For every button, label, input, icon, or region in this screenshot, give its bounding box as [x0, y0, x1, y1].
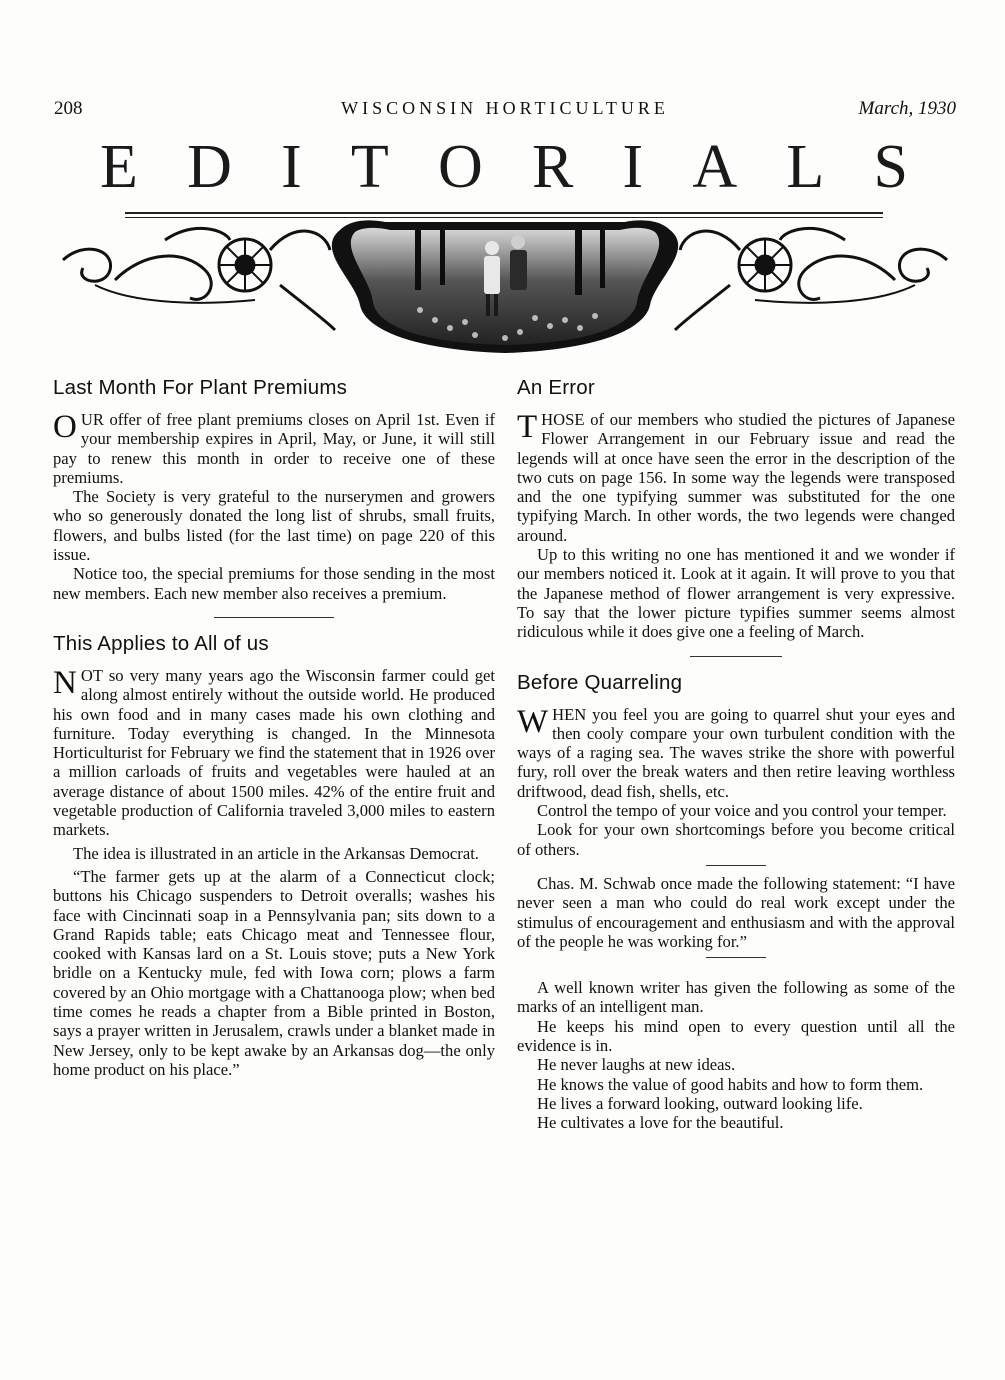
writer-intro: A well known writer has given the following as some of the marks of an intelligent man. — [517, 978, 955, 1017]
article-paragraph: Control the tempo of your voice and you control your temper. — [537, 801, 947, 821]
page-number: 208 — [54, 98, 83, 119]
article-paragraph: NOT so very many years ago the Wisconsin farmer could get along almost entirely without the outside world. He produced his own food and in many cases made his own clothing and furniture. Today everything is changed. In the Minnesota Horticulturist for February we find the statement that in 1926 over a million carloads of fruits and vegetables were hauled at an average distance of about 1500 miles. 42% of the entire fruit and vegetable production of California traveled 3,000 miles to eastern markets. — [53, 664, 495, 840]
intelligent-man-mark: He cultivates a love for the beautiful. — [537, 1113, 784, 1133]
article-before-quarreling — [517, 671, 955, 1133]
drop-cap: N — [53, 664, 77, 701]
article-paragraph: THOSE of our members who studied the pictures of Japanese Flower Arrangement in our February issue and read the legends will at once have seen the error in the description of the two cuts on page 156. In some way the legends were transposed and the one typifying summer was substituted for the one typifying March. In other words, the two legends were changed around. — [517, 409, 955, 545]
article-paragraph: Up to this writing no one has mentioned it and we wonder if our members noticed it. Look at it again. It will prove to you that the Japanese method of flower arrangement is very expressive. To say that the lower picture typifies summer seems almost ridiculous while it does give one a feeling of March. — [517, 545, 955, 642]
section-divider — [690, 656, 782, 657]
intelligent-man-mark: He lives a forward looking, outward looking life. — [537, 1093, 863, 1113]
drop-cap: T — [517, 409, 538, 445]
article-paragraph: OUR offer of free plant premiums closes on April 1st. Even if your membership expires in April, May, or June, it will still pay to renew this month in order to receive one of these premiums. — [53, 409, 495, 487]
section-title-letter: R — [531, 132, 574, 201]
drop-cap: O — [53, 409, 77, 445]
article-paragraph: The idea is illustrated in an article in the Arkansas Democrat. — [73, 843, 479, 863]
article-heading: Before Quarreling — [517, 670, 683, 694]
section-title-letter: T — [350, 132, 389, 201]
article-heading: This Applies to All of us — [53, 631, 269, 655]
section-title-letter: I — [622, 132, 644, 201]
left-scroll-ornament — [63, 228, 335, 330]
right-column — [517, 376, 955, 1133]
article-heading: An Error — [517, 376, 595, 399]
section-title-letter: D — [187, 132, 232, 201]
drop-cap: W — [517, 703, 549, 740]
section-title-letter: O — [438, 132, 483, 201]
article-plant-premiums — [53, 376, 495, 603]
article-paragraph: Notice too, the special premiums for those sending in the most new members. Each new member also receives a premium. — [53, 564, 495, 603]
section-title-letter: E — [100, 132, 138, 201]
intelligent-man-mark: He keeps his mind open to every question until all the evidence is in. — [517, 1016, 955, 1056]
section-title-letter: S — [873, 132, 908, 201]
schwab-quote: Chas. M. Schwab once made the following statement: “I have never seen a man who could do real work except under the stimulus of encouragement and enthusiasm and with the approval of the people he was working for.” — [517, 873, 955, 951]
journal-title: WISCONSIN HORTICULTURE — [341, 98, 669, 118]
article-heading: Last Month For Plant Premiums — [53, 376, 348, 399]
section-title-letter: L — [786, 132, 825, 201]
paragraph-divider — [706, 957, 766, 958]
section-title-letter: I — [281, 132, 302, 201]
section-title-letter: A — [692, 132, 738, 201]
intelligent-man-mark: He knows the value of good habits and how to form them. — [537, 1074, 924, 1094]
running-head — [54, 98, 956, 124]
article-an-error — [517, 376, 955, 642]
article-paragraph: The Society is very grateful to the nurserymen and growers who so generously donated the long list of shrubs, small fruits, flowers, and bulbs listed (for the last time) on page 220 of this issue. — [53, 487, 495, 565]
article-quote: “The farmer gets up at the alarm of a Connecticut clock; buttons his Chicago suspenders to Detroit overalls; washes his face with Cincinnati soap in a Pennsylvania pan; sits down to a Grand Rapids table; eats Chicago meat and Tennessee flour, cooked with Kansas lard on a St. Louis stove; puts a New York bridle on a Kentucky mule, fed with Iowa corn; plows a farm covered by an Ohio mortgage with a Chattanooga plow; when bed time comes he reads a chapter from a Bible printed in Boston, says a prayer written in Jerusalem, crawls under a blanket made in New Jersey, only to be kept awake by an Arkansas dog—the only home product on his place.” — [53, 866, 495, 1079]
article-applies-to-all — [53, 632, 495, 1079]
article-paragraph: Look for your own shortcomings before you become critical of others. — [517, 820, 955, 859]
paragraph-divider — [706, 865, 766, 866]
intelligent-man-mark: He never laughs at new ideas. — [537, 1055, 736, 1075]
issue-date: March, 1930 — [858, 98, 956, 119]
left-column — [53, 376, 495, 1079]
section-divider — [214, 617, 334, 618]
section-title — [100, 132, 908, 202]
ornamental-banner — [55, 210, 955, 360]
article-paragraph: WHEN you feel you are going to quarrel shut your eyes and then cooly compare your own turbulent condition with the ways of a raging sea. The waves strike the shore with powerful fury, roll over the break waters and then retire leaving worthless driftwood, dead fish, shells, etc. — [517, 703, 955, 801]
right-scroll-ornament — [675, 228, 947, 330]
